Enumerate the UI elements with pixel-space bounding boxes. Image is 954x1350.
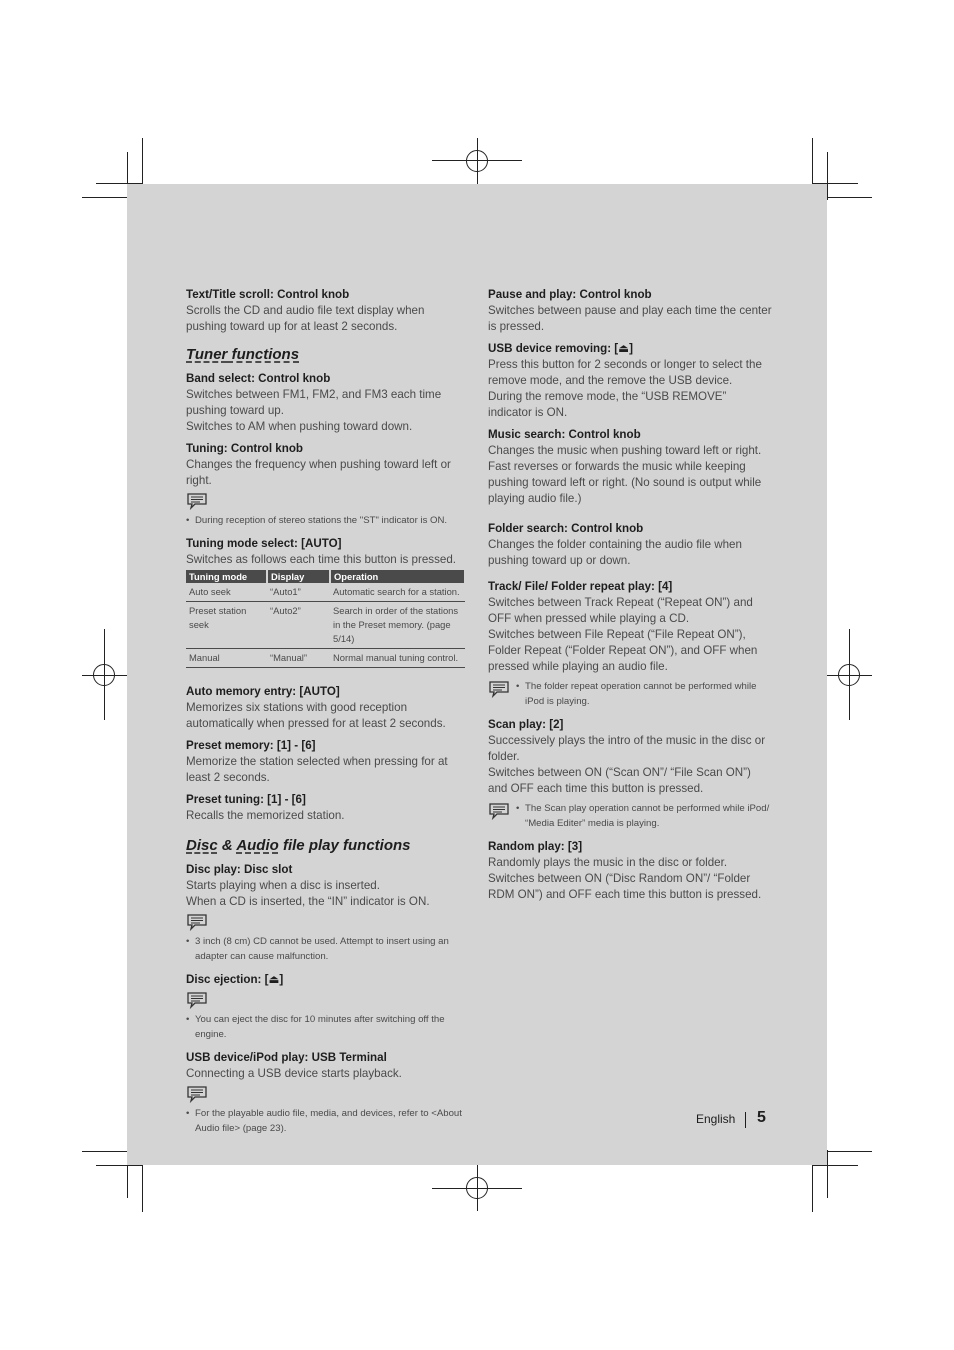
preset-memory-section: Preset memory: [1] - [6] Memorize the station selected when pressing for at least 2 seconds.: [186, 738, 468, 786]
folder-search-desc: Changes the folder containing the audio file when pushing toward up or down.: [488, 538, 742, 567]
disc-eject-note: • You can eject the disc for 10 minutes after switching off the engine.: [186, 1012, 468, 1042]
note-icon: [186, 491, 208, 511]
repeat-play-section: Track/ File/ Folder repeat play: [4] Switches between Track Repeat (“Repeat ON”) and OFF when pressed while playing a CD. Switches between File Repeat (“File Repeat ON”), Folder Repeat (“Folder Repeat ON”), and OFF when pressed while playing an audio file. • The folder repeat operation cannot be performed while iPod is playing.: [488, 579, 772, 709]
pause-play-desc: Switches between pause and play each time the center is pressed.: [488, 304, 772, 333]
disc-play-desc: Starts playing when a disc is inserted.: [186, 879, 380, 892]
table-header-tuning-mode: Tuning mode: [186, 570, 267, 583]
table-header-display: Display: [267, 570, 330, 583]
tuning-section: Tuning: Control knob Changes the frequency when pushing toward left or right. • During reception of stereo stations the "ST" indicator is ON.: [186, 441, 468, 528]
random-play-section: Random play: [3] Randomly plays the music in the disc or folder. Switches between ON (“Disc Random ON”/ “Folder RDM ON”) and OFF each time this button is pressed.: [488, 839, 772, 903]
usb-remove-desc: Press this button for 2 seconds or longer to select the remove mode, and the remove the USB device.: [488, 358, 762, 387]
preset-tuning-desc: Recalls the memorized station.: [186, 809, 345, 822]
disc-eject-section: Disc ejection: [⏏] • You can eject the disc for 10 minutes after switching off the engine.: [186, 972, 468, 1042]
usb-play-desc: Connecting a USB device starts playback.: [186, 1067, 402, 1080]
pause-play-section: Pause and play: Control knob Switches between pause and play each time the center is pressed.: [488, 288, 772, 333]
text-scroll-desc: Scrolls the CD and audio file text display when pushing toward up for at least 2 seconds.: [186, 304, 425, 333]
band-select-section: Band select: Control knob Switches between FM1, FM2, and FM3 each time pushing toward up. Switches to AM when pushing toward down.: [186, 371, 468, 435]
note-icon: [186, 1084, 208, 1104]
repeat-play-note: • The folder repeat operation cannot be performed while iPod is playing.: [516, 679, 772, 709]
note-icon: [488, 801, 510, 821]
footer-divider: [745, 1112, 746, 1128]
left-column: [186, 287, 468, 1144]
tuning-note: • During reception of stereo stations the "ST" indicator is ON.: [186, 513, 468, 528]
table-row: Manual “Manual” Normal manual tuning control.: [186, 649, 465, 668]
band-select-key: Control knob: [258, 372, 331, 385]
preset-memory-desc: Memorize the station selected when pressing for at least 2 seconds.: [186, 755, 448, 784]
note-icon: [186, 990, 208, 1010]
music-search-desc-fast: Fast reverses or forwards the music while keeping pushing toward left or right. (No sound is output while playing audio file.): [488, 460, 762, 505]
text-scroll-section: [186, 287, 468, 335]
scan-play-desc: Successively plays the intro of the music in the disc or folder.: [488, 734, 766, 763]
band-select-desc: Switches between FM1, FM2, and FM3 each time pushing toward up.: [186, 388, 442, 417]
note-icon: [186, 912, 208, 932]
table-row: Auto seek “Auto1” Automatic search for a station.: [186, 583, 465, 602]
music-search-desc: Changes the music when pushing toward left or right.: [488, 444, 762, 457]
random-play-desc-on: Switches between ON (“Disc Random ON”/ “Folder RDM ON”) and OFF each time this button is pressed.: [488, 872, 762, 901]
music-search-section: Music search: Control knob Changes the music when pushing toward left or right. Fast reverses or forwards the music while keeping pushing toward left or right. (No sound is output while playing audio file.): [488, 427, 772, 507]
repeat-play-desc-cd: Switches between Track Repeat (“Repeat ON”) and OFF when pressed while playing a CD.: [488, 596, 753, 625]
auto-button-label: [AUTO]: [301, 537, 342, 550]
scan-play-section: Scan play: [2] Successively plays the intro of the music in the disc or folder. Switches between ON (“Scan ON”/ “File Scan ON”) and OFF each time this button is pressed. • The Scan play operation cannot be performed while iPod/ “Media Editer” media is playing.: [488, 717, 772, 831]
band-select-desc-am: Switches to AM when pushing toward down.: [186, 420, 413, 433]
auto-memory-section: Auto memory entry: [AUTO] Memorizes six stations with good reception automatically when pressed for at least 2 seconds.: [186, 684, 468, 732]
scan-play-desc-on: Switches between ON (“Scan ON”/ “File Scan ON”) and OFF each time this button is pressed.: [488, 766, 751, 795]
usb-remove-section: USB device removing: [⏏] Press this button for 2 seconds or longer to select the remove mode, and the remove the USB device. During the remove mode, the “USB REMOVE” indicator is ON.: [488, 341, 772, 421]
disc-play-section: Disc play: Disc slot Starts playing when a disc is inserted. When a CD is inserted, the “IN” indicator is ON. • 3 inch (8 cm) CD cannot be used. Attempt to insert using an adapter can cause malfunction.: [186, 862, 468, 964]
disc-play-desc-in: When a CD is inserted, the “IN” indicator is ON.: [186, 895, 430, 908]
scan-play-note: • The Scan play operation cannot be performed while iPod/ “Media Editer” media is playing.: [516, 801, 772, 831]
text-scroll-label: Text/Title scroll:: [186, 288, 278, 301]
tuner-functions-title: Tuner functions: [186, 346, 300, 363]
tuning-mode-section: Tuning mode select: [AUTO] Switches as follows each time this button is pressed. Tuning mode Display Operation Auto seek “Auto1” Automatic search for a station. Preset station seek “Auto2” Search in order of the stations in the Preset memory. (page 5/14) Manual “Manual” Normal manual tuning control.: [186, 536, 468, 668]
usb-play-note: • For the playable audio file, media, and devices, refer to <About Audio file> (page 23).: [186, 1106, 468, 1136]
usb-play-section: USB device/iPod play: USB Terminal Connecting a USB device starts playback. • For the playable audio file, media, and devices, refer to <About Audio file> (page 23).: [186, 1050, 468, 1136]
disc-play-note: • 3 inch (8 cm) CD cannot be used. Attempt to insert using an adapter can cause malfunction.: [186, 934, 468, 964]
right-column: [488, 287, 772, 909]
tuning-mode-table: [186, 570, 466, 668]
disc-audio-functions-title: Disc & Audio file play functions: [186, 837, 411, 854]
text-scroll-key: Control knob: [277, 288, 350, 301]
eject-key: [⏏]: [614, 342, 633, 355]
repeat-play-desc-file: Switches between File Repeat (“File Repeat ON”), Folder Repeat (“Folder Repeat ON”), and OFF when pressed while playing an audio file.: [488, 628, 758, 673]
table-header-operation: Operation: [330, 570, 465, 583]
preset-tuning-section: Preset tuning: [1] - [6] Recalls the memorized station.: [186, 792, 468, 824]
eject-key: [⏏]: [264, 973, 284, 986]
usb-remove-indicator: During the remove mode, the “USB REMOVE” indicator is ON.: [488, 390, 727, 419]
folder-search-section: Folder search: Control knob Changes the folder containing the audio file when pushing toward up or down.: [488, 521, 772, 569]
table-row: Preset station seek “Auto2” Search in order of the stations in the Preset memory. (page 5/14): [186, 602, 465, 649]
footer-language: English: [696, 1112, 736, 1126]
random-play-desc: Randomly plays the music in the disc or folder.: [488, 856, 728, 869]
auto-memory-desc: Memorizes six stations with good reception automatically when pressed for at least 2 seconds.: [186, 701, 446, 730]
tuning-desc: Changes the frequency when pushing toward left or right.: [186, 458, 451, 487]
page-number: 5: [757, 1109, 766, 1126]
note-icon: [488, 679, 510, 699]
tuning-mode-desc: Switches as follows each time this button is pressed.: [186, 553, 457, 566]
